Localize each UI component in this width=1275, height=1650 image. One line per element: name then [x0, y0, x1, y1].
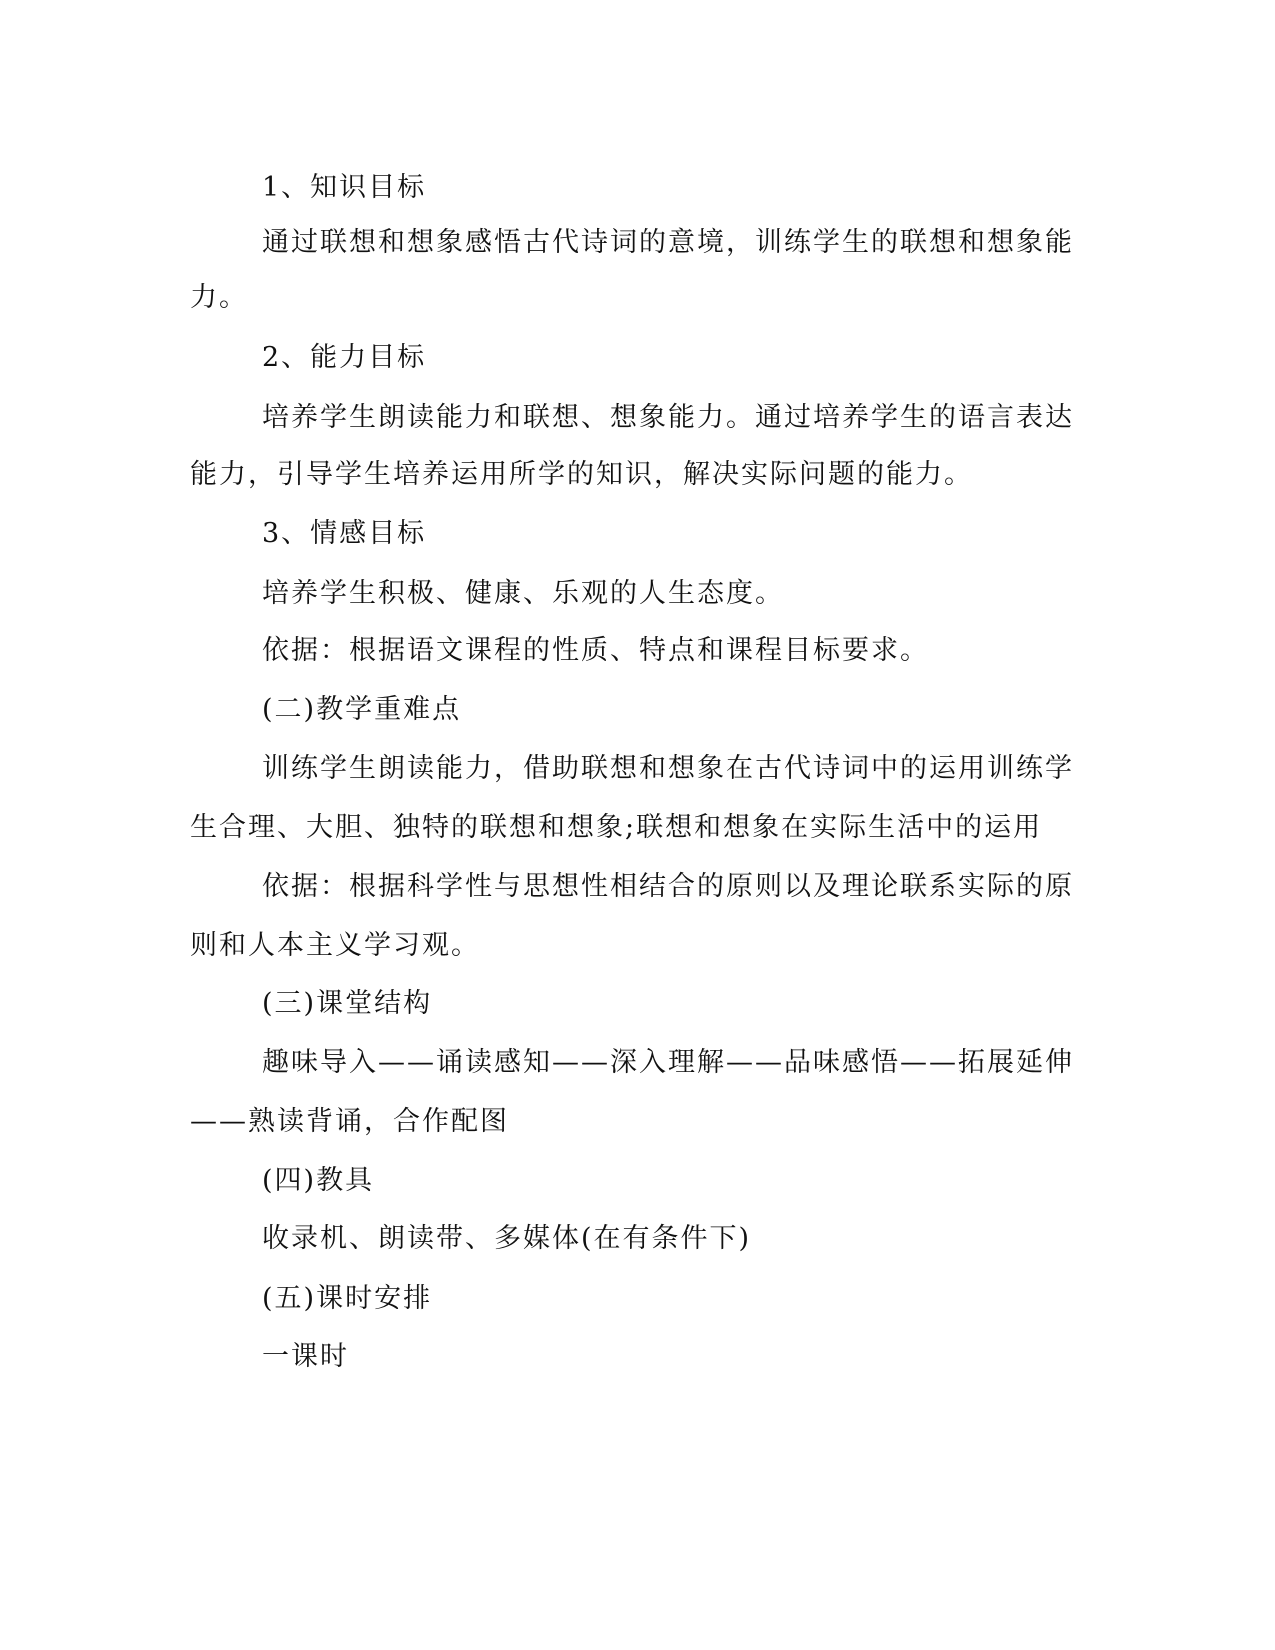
paragraph-line: 一课时: [262, 1341, 349, 1372]
paragraph-line: 趣味导入——诵读感知——深入理解——品味感悟——拓展延伸: [262, 1047, 1074, 1078]
paragraph-line: 培养学生朗读能力和联想、想象能力。通过培养学生的语言表达: [262, 402, 1074, 433]
heading-emotion-goal: 3、情感目标: [262, 518, 427, 549]
paragraph-line: 通过联想和想象感悟古代诗词的意境，训练学生的联想和想象能: [262, 227, 1074, 258]
paragraph-line: 训练学生朗读能力，借助联想和想象在古代诗词中的运用训练学: [262, 753, 1074, 784]
section-heading-teaching-aids: (四)教具: [262, 1165, 375, 1196]
heading-knowledge-goal: 1、知识目标: [262, 172, 427, 203]
paragraph-line: ——熟读背诵，合作配图: [190, 1106, 509, 1137]
paragraph-line: 则和人本主义学习观。: [190, 930, 480, 961]
paragraph-line: 生合理、大胆、独特的联想和想象;联想和想象在实际生活中的运用: [190, 812, 1043, 843]
paragraph-line: 培养学生积极、健康、乐观的人生态度。: [262, 578, 784, 609]
paragraph-line: 能力，引导学生培养运用所学的知识，解决实际问题的能力。: [190, 459, 973, 490]
paragraph-line: 依据：根据语文课程的性质、特点和课程目标要求。: [262, 635, 929, 666]
paragraph-line: 力。: [190, 282, 248, 313]
section-heading-key-points: (二)教学重难点: [262, 694, 462, 725]
paragraph-line: 收录机、朗读带、多媒体(在有条件下): [262, 1223, 752, 1254]
paragraph-line: 依据：根据科学性与思想性相结合的原则以及理论联系实际的原: [262, 871, 1074, 902]
section-heading-class-structure: (三)课堂结构: [262, 988, 433, 1019]
heading-ability-goal: 2、能力目标: [262, 342, 427, 373]
section-heading-schedule: (五)课时安排: [262, 1283, 433, 1314]
